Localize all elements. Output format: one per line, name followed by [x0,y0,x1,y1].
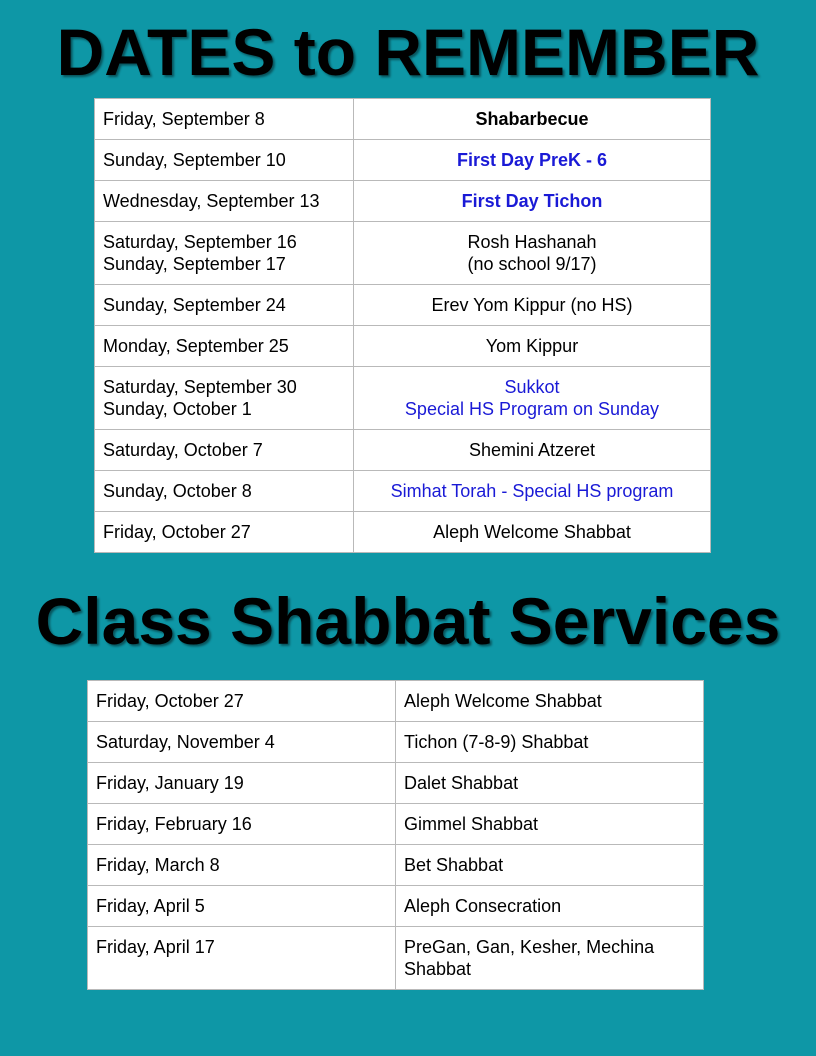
date-text: Sunday, September 10 [103,150,286,170]
event-cell [354,181,711,222]
date-cell [95,140,354,181]
event-text: Simhat Torah - Special HS program [390,481,674,501]
event-cell [354,140,711,181]
service-date-cell: Friday, March 8 [88,845,396,886]
event-text: Rosh Hashanah [467,232,597,252]
date-cell [95,181,354,222]
event-cell [354,222,711,285]
event-text: Sukkot [504,377,560,397]
service-row [88,722,704,763]
service-row [88,886,704,927]
dates-row [95,222,711,285]
dates-row [95,512,711,553]
event-text: Special HS Program on Sunday [404,399,660,419]
dates-table [94,98,711,553]
service-row [88,763,704,804]
date-text: Saturday, September 30 [103,377,297,397]
dates-heading: DATES to REMEMBER [56,15,760,89]
date-text: Friday, October 27 [103,522,251,542]
date-cell [95,285,354,326]
service-date-cell: Friday, April 5 [88,886,396,927]
event-text: First Day Tichon [461,191,603,211]
service-event-cell: Bet Shabbat [396,845,704,886]
dates-row [95,430,711,471]
date-text: Saturday, October 7 [103,440,263,460]
dates-row [95,140,711,181]
date-cell [95,430,354,471]
dates-row [95,326,711,367]
service-row [88,927,704,990]
date-text: Sunday, October 1 [103,399,252,419]
date-cell [95,512,354,553]
service-event-cell: PreGan, Gan, Kesher, Mechina Shabbat [396,927,704,990]
date-cell [95,367,354,430]
date-text: Monday, September 25 [103,336,289,356]
service-date-cell: Friday, January 19 [88,763,396,804]
event-text: First Day PreK - 6 [456,150,608,170]
dates-row [95,367,711,430]
date-text: Friday, September 8 [103,109,265,129]
event-text: (no school 9/17) [467,254,597,274]
event-text: Aleph Welcome Shabbat [433,522,631,542]
date-text: Sunday, October 8 [103,481,252,501]
class-shabbat-table [87,680,704,990]
event-text: Erev Yom Kippur (no HS) [431,295,633,315]
dates-row [95,285,711,326]
service-date-cell: Friday, February 16 [88,804,396,845]
event-text: Shemini Atzeret [468,440,596,460]
date-text: Sunday, September 17 [103,254,286,274]
service-row [88,804,704,845]
event-cell [354,99,711,140]
service-event-cell: Dalet Shabbat [396,763,704,804]
event-cell [354,326,711,367]
service-event-cell: Tichon (7-8-9) Shabbat [396,722,704,763]
dates-row [95,181,711,222]
service-row [88,845,704,886]
service-date-cell: Saturday, November 4 [88,722,396,763]
event-cell [354,512,711,553]
event-cell [354,471,711,512]
event-cell [354,367,711,430]
date-text: Wednesday, September 13 [103,191,320,211]
event-cell [354,430,711,471]
service-date-cell: Friday, October 27 [88,681,396,722]
dates-row [95,99,711,140]
event-cell [354,285,711,326]
service-event-cell: Gimmel Shabbat [396,804,704,845]
event-text: Shabarbecue [475,109,589,129]
service-row [88,681,704,722]
date-cell [95,99,354,140]
date-text: Saturday, September 16 [103,232,297,252]
service-event-cell: Aleph Welcome Shabbat [396,681,704,722]
service-event-cell: Aleph Consecration [396,886,704,927]
class-shabbat-heading: Class Shabbat Services [35,584,781,658]
service-date-cell: Friday, April 17 [88,927,396,990]
event-text: Yom Kippur [485,336,579,356]
date-cell [95,471,354,512]
date-cell [95,326,354,367]
date-cell [95,222,354,285]
dates-row [95,471,711,512]
date-text: Sunday, September 24 [103,295,286,315]
